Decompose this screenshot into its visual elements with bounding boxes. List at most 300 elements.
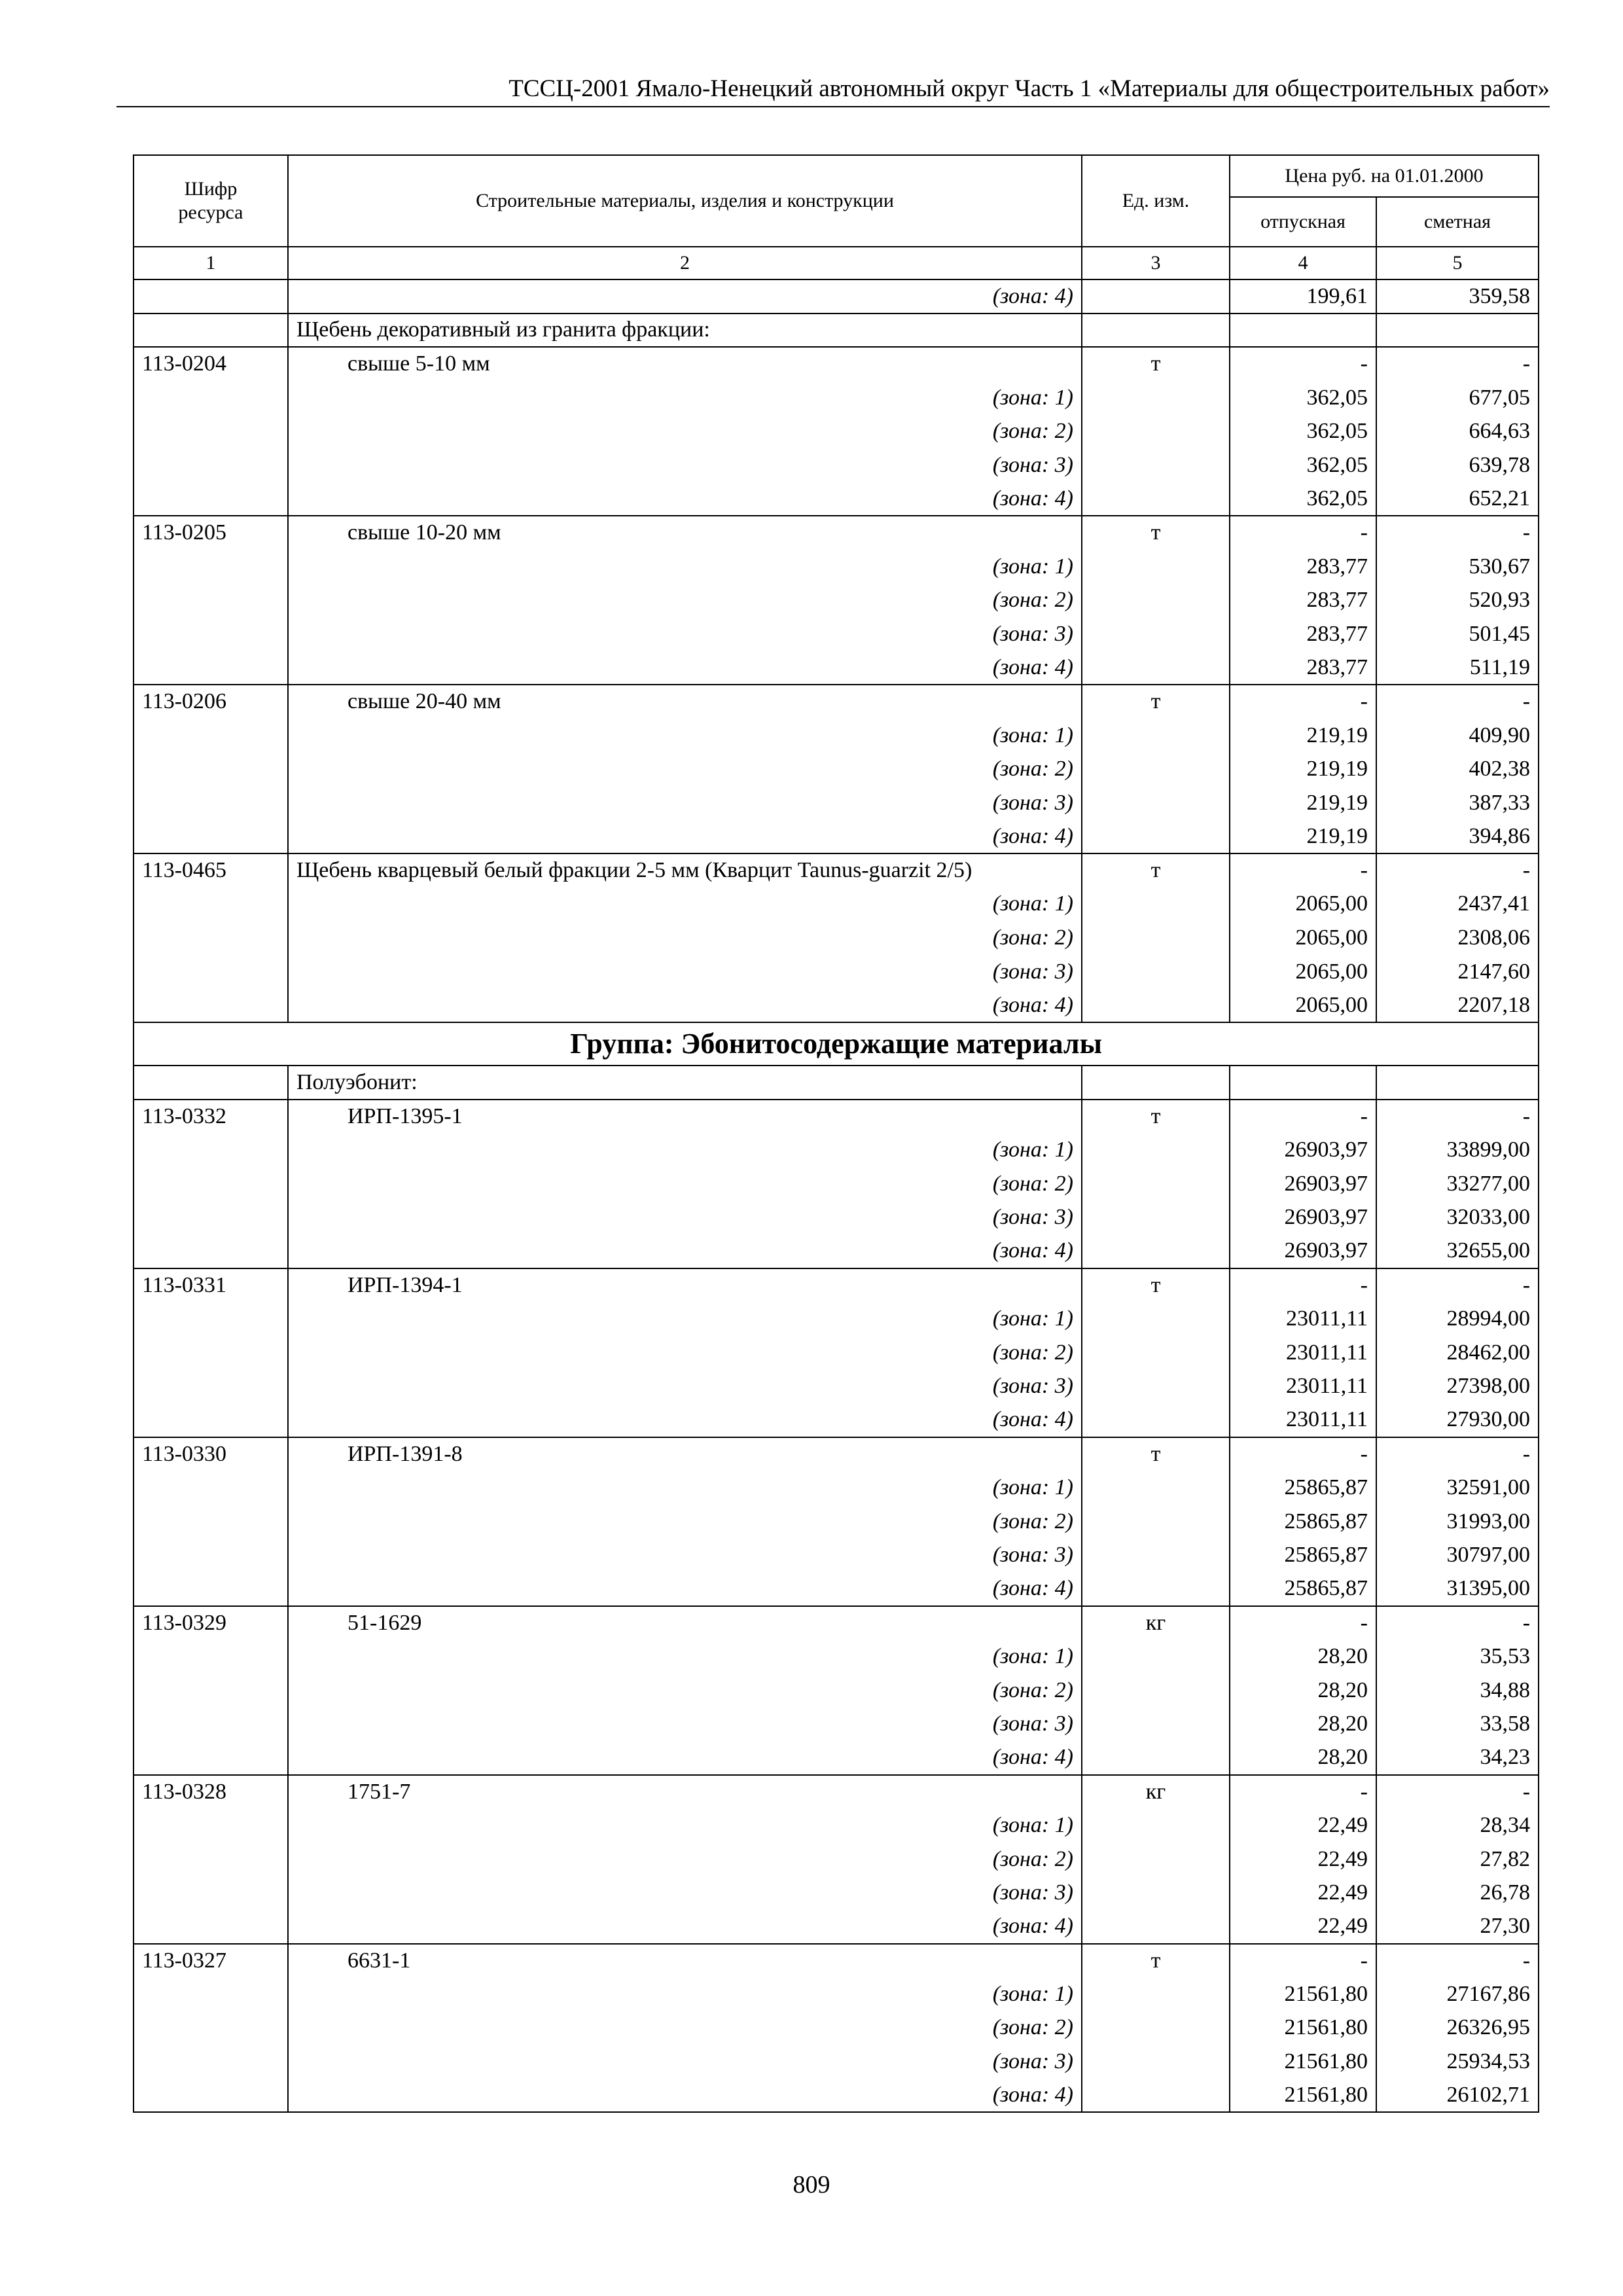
zone-row: [134, 1741, 1539, 1775]
resource-code: [134, 482, 288, 516]
zone-row: [134, 1572, 1539, 1606]
subheading-label: Полуэбонит:: [288, 1066, 1082, 1100]
estimate-price: 34,88: [1376, 1674, 1539, 1708]
zone-label: (зона: 2): [288, 921, 1082, 955]
unit-of-measure: [1082, 279, 1230, 314]
zone-row: [134, 279, 1539, 314]
release-price: 22,49: [1230, 1842, 1376, 1876]
col-number-1: 1: [134, 247, 288, 279]
unit-of-measure: [1082, 820, 1230, 854]
material-name: свыше 5-10 мм: [288, 347, 1082, 381]
running-header: ТССЦ-2001 Ямало-Ненецкий автономный округ Часть 1 «Материалы для общестроительных работ»: [116, 73, 1550, 107]
unit-of-measure: [1082, 1200, 1230, 1234]
zone-label: (зона: 2): [288, 583, 1082, 617]
resource-code: [134, 1302, 288, 1336]
zone-row: [134, 1808, 1539, 1842]
resource-code: [134, 314, 288, 348]
unit-of-measure: т: [1082, 685, 1230, 719]
unit-of-measure: т: [1082, 1944, 1230, 1978]
unit-of-measure: [1082, 1707, 1230, 1741]
release-price: 21561,80: [1230, 1977, 1376, 2011]
zone-label: (зона: 3): [288, 1200, 1082, 1234]
group-row: [134, 1022, 1539, 1066]
unit-of-measure: [1082, 1369, 1230, 1403]
resource-code: 113-0328: [134, 1775, 288, 1809]
estimate-price: 25934,53: [1376, 2045, 1539, 2079]
material-name: ИРП-1394-1: [288, 1268, 1082, 1302]
zone-row: [134, 617, 1539, 651]
zone-label: (зона: 4): [288, 1572, 1082, 1606]
unit-of-measure: [1082, 1538, 1230, 1572]
release-price: 26903,97: [1230, 1133, 1376, 1167]
zone-row: [134, 482, 1539, 516]
item-row: [134, 685, 1539, 719]
unit-of-measure: [1082, 448, 1230, 482]
resource-code: [134, 1572, 288, 1606]
subheading-row: [134, 314, 1539, 348]
estimate-price: 501,45: [1376, 617, 1539, 651]
release-price: 219,19: [1230, 719, 1376, 753]
zone-row: [134, 786, 1539, 820]
zone-row: [134, 2079, 1539, 2113]
unit-of-measure: [1082, 1505, 1230, 1539]
resource-code: [134, 2011, 288, 2045]
subheading-row: [134, 1066, 1539, 1100]
unit-of-measure: [1082, 921, 1230, 955]
item-row: [134, 1437, 1539, 1471]
zone-label: (зона: 1): [288, 888, 1082, 922]
release-price: 2065,00: [1230, 921, 1376, 955]
estimate-price: -: [1376, 853, 1539, 888]
zone-label: (зона: 4): [288, 820, 1082, 854]
release-price: 283,77: [1230, 550, 1376, 584]
estimate-price: 31993,00: [1376, 1505, 1539, 1539]
resource-code: [134, 550, 288, 584]
price-table: [133, 154, 1539, 2113]
release-price: 21561,80: [1230, 2045, 1376, 2079]
material-name: 51-1629: [288, 1606, 1082, 1640]
estimate-price: 402,38: [1376, 752, 1539, 786]
estimate-price: -: [1376, 516, 1539, 550]
estimate-price: 32655,00: [1376, 1234, 1539, 1268]
zone-row: [134, 550, 1539, 584]
zone-row: [134, 988, 1539, 1022]
unit-of-measure: [1082, 1403, 1230, 1437]
resource-code: [134, 651, 288, 685]
zone-label: (зона: 4): [288, 1741, 1082, 1775]
zone-row: [134, 2011, 1539, 2045]
item-row: [134, 516, 1539, 550]
estimate-price: -: [1376, 1775, 1539, 1809]
release-price: 22,49: [1230, 1808, 1376, 1842]
release-price: 28,20: [1230, 1674, 1376, 1708]
resource-code: [134, 1369, 288, 1403]
unit-of-measure: [1082, 1876, 1230, 1910]
resource-code: [134, 1505, 288, 1539]
col-number-4: 4: [1230, 247, 1376, 279]
resource-code: [134, 1977, 288, 2011]
estimate-price: 394,86: [1376, 820, 1539, 854]
zone-label: (зона: 1): [288, 550, 1082, 584]
resource-code: 113-0332: [134, 1100, 288, 1134]
resource-code: [134, 1674, 288, 1708]
release-price: -: [1230, 1268, 1376, 1302]
estimate-price: 2308,06: [1376, 921, 1539, 955]
zone-row: [134, 381, 1539, 415]
release-price: 199,61: [1230, 279, 1376, 314]
zone-label: (зона: 2): [288, 414, 1082, 448]
item-row: [134, 1268, 1539, 1302]
zone-row: [134, 1234, 1539, 1268]
zone-label: (зона: 1): [288, 1471, 1082, 1505]
unit-of-measure: [1082, 2079, 1230, 2113]
resource-code: [134, 1910, 288, 1944]
zone-label: (зона: 4): [288, 988, 1082, 1022]
zone-row: [134, 1336, 1539, 1370]
unit-of-measure: [1082, 1133, 1230, 1167]
resource-code: [134, 2079, 288, 2113]
zone-row: [134, 448, 1539, 482]
estimate-price: 409,90: [1376, 719, 1539, 753]
resource-code: [134, 279, 288, 314]
zone-row: [134, 1674, 1539, 1708]
estimate-price: 26102,71: [1376, 2079, 1539, 2113]
unit-of-measure: [1082, 1977, 1230, 2011]
resource-code: [134, 752, 288, 786]
resource-code: [134, 786, 288, 820]
estimate-price: 664,63: [1376, 414, 1539, 448]
zone-label: (зона: 3): [288, 1538, 1082, 1572]
unit-of-measure: кг: [1082, 1606, 1230, 1640]
zone-row: [134, 955, 1539, 989]
resource-code: [134, 1200, 288, 1234]
unit-of-measure: [1082, 583, 1230, 617]
zone-label: (зона: 2): [288, 1674, 1082, 1708]
page-number: 809: [793, 2171, 830, 2198]
resource-code: [134, 1167, 288, 1201]
zone-label: (зона: 3): [288, 1369, 1082, 1403]
material-name: ИРП-1395-1: [288, 1100, 1082, 1134]
col-header-price-group: Цена руб. на 01.01.2000: [1230, 155, 1539, 197]
release-price: -: [1230, 1944, 1376, 1978]
estimate-price: 639,78: [1376, 448, 1539, 482]
zone-row: [134, 921, 1539, 955]
resource-code: 113-0331: [134, 1268, 288, 1302]
unit-of-measure: [1082, 2011, 1230, 2045]
zone-label: (зона: 1): [288, 1808, 1082, 1842]
unit-of-measure: т: [1082, 1268, 1230, 1302]
estimate-price: [1376, 1066, 1539, 1100]
zone-row: [134, 820, 1539, 854]
zone-row: [134, 1200, 1539, 1234]
release-price: 2065,00: [1230, 988, 1376, 1022]
estimate-price: 34,23: [1376, 1741, 1539, 1775]
release-price: -: [1230, 1100, 1376, 1134]
zone-label: (зона: 4): [288, 2079, 1082, 2113]
release-price: 26903,97: [1230, 1200, 1376, 1234]
zone-row: [134, 1842, 1539, 1876]
zone-row: [134, 1505, 1539, 1539]
release-price: 21561,80: [1230, 2079, 1376, 2113]
col-header-unit: Ед. изм.: [1082, 155, 1230, 247]
zone-label: (зона: 1): [288, 381, 1082, 415]
release-price: 26903,97: [1230, 1234, 1376, 1268]
resource-code: [134, 1741, 288, 1775]
zone-label: (зона: 2): [288, 752, 1082, 786]
resource-code: [134, 617, 288, 651]
zone-label: (зона: 2): [288, 1842, 1082, 1876]
unit-of-measure: [1082, 752, 1230, 786]
zone-label: (зона: 2): [288, 1336, 1082, 1370]
estimate-price: 28,34: [1376, 1808, 1539, 1842]
estimate-price: 33899,00: [1376, 1133, 1539, 1167]
zone-label: (зона: 1): [288, 1133, 1082, 1167]
table-body: [134, 279, 1539, 2112]
resource-code: [134, 1336, 288, 1370]
resource-code: [134, 381, 288, 415]
release-price: 2065,00: [1230, 955, 1376, 989]
estimate-price: 677,05: [1376, 381, 1539, 415]
unit-of-measure: [1082, 1572, 1230, 1606]
estimate-price: -: [1376, 1944, 1539, 1978]
resource-code: [134, 1066, 288, 1100]
resource-code: [134, 1876, 288, 1910]
release-price: 219,19: [1230, 820, 1376, 854]
zone-row: [134, 1640, 1539, 1674]
zone-label: (зона: 2): [288, 2011, 1082, 2045]
zone-label: (зона: 4): [288, 1403, 1082, 1437]
resource-code: [134, 1403, 288, 1437]
unit-of-measure: [1082, 988, 1230, 1022]
release-price: 25865,87: [1230, 1471, 1376, 1505]
release-price: 219,19: [1230, 752, 1376, 786]
release-price: -: [1230, 853, 1376, 888]
zone-label: (зона: 2): [288, 1167, 1082, 1201]
estimate-price: 26,78: [1376, 1876, 1539, 1910]
release-price: 28,20: [1230, 1640, 1376, 1674]
unit-of-measure: [1082, 1910, 1230, 1944]
zone-row: [134, 1538, 1539, 1572]
release-price: 28,20: [1230, 1707, 1376, 1741]
material-name: свыше 20-40 мм: [288, 685, 1082, 719]
col-header-name: Строительные материалы, изделия и конструкции: [288, 155, 1082, 247]
release-price: 23011,11: [1230, 1369, 1376, 1403]
estimate-price: 33,58: [1376, 1707, 1539, 1741]
resource-code: [134, 921, 288, 955]
release-price: [1230, 314, 1376, 348]
resource-code: [134, 448, 288, 482]
estimate-price: 33277,00: [1376, 1167, 1539, 1201]
zone-label: (зона: 4): [288, 1234, 1082, 1268]
resource-code: 113-0327: [134, 1944, 288, 1978]
resource-code: [134, 1133, 288, 1167]
unit-of-measure: [1082, 1674, 1230, 1708]
zone-label: (зона: 1): [288, 1977, 1082, 2011]
zone-row: [134, 1369, 1539, 1403]
item-row: [134, 1944, 1539, 1978]
zone-row: [134, 1302, 1539, 1336]
group-title: Группа: Эбонитосодержащие материалы: [134, 1022, 1539, 1066]
resource-code: 113-0330: [134, 1437, 288, 1471]
zone-label: (зона: 3): [288, 617, 1082, 651]
material-name: 1751-7: [288, 1775, 1082, 1809]
release-price: 28,20: [1230, 1741, 1376, 1775]
resource-code: 113-0465: [134, 853, 288, 888]
estimate-price: 32033,00: [1376, 1200, 1539, 1234]
resource-code: [134, 583, 288, 617]
resource-code: [134, 1808, 288, 1842]
unit-of-measure: [1082, 955, 1230, 989]
resource-code: [134, 1842, 288, 1876]
material-name: свыше 10-20 мм: [288, 516, 1082, 550]
resource-code: [134, 719, 288, 753]
release-price: 362,05: [1230, 414, 1376, 448]
zone-row: [134, 583, 1539, 617]
zone-label: (зона: 3): [288, 1707, 1082, 1741]
zone-label: (зона: 3): [288, 786, 1082, 820]
release-price: 219,19: [1230, 786, 1376, 820]
release-price: 283,77: [1230, 617, 1376, 651]
release-price: 2065,00: [1230, 888, 1376, 922]
item-row: [134, 1775, 1539, 1809]
resource-code: 113-0206: [134, 685, 288, 719]
unit-of-measure: т: [1082, 1437, 1230, 1471]
zone-label: (зона: 1): [288, 1302, 1082, 1336]
estimate-price: 359,58: [1376, 279, 1539, 314]
item-row: [134, 347, 1539, 381]
estimate-price: 2147,60: [1376, 955, 1539, 989]
estimate-price: -: [1376, 685, 1539, 719]
release-price: 21561,80: [1230, 2011, 1376, 2045]
unit-of-measure: [1082, 1336, 1230, 1370]
unit-of-measure: [1082, 617, 1230, 651]
unit-of-measure: [1082, 786, 1230, 820]
zone-label: (зона: 1): [288, 719, 1082, 753]
unit-of-measure: [1082, 719, 1230, 753]
estimate-price: 35,53: [1376, 1640, 1539, 1674]
unit-of-measure: [1082, 381, 1230, 415]
unit-of-measure: т: [1082, 853, 1230, 888]
release-price: 22,49: [1230, 1910, 1376, 1944]
estimate-price: 652,21: [1376, 482, 1539, 516]
estimate-price: 27398,00: [1376, 1369, 1539, 1403]
estimate-price: 27,30: [1376, 1910, 1539, 1944]
unit-of-measure: [1082, 314, 1230, 348]
material-name: Щебень кварцевый белый фракции 2-5 мм (Кварцит Taunus-guarzit 2/5): [288, 853, 1082, 888]
estimate-price: 26326,95: [1376, 2011, 1539, 2045]
unit-of-measure: [1082, 1842, 1230, 1876]
col-number-3: 3: [1082, 247, 1230, 279]
zone-row: [134, 1977, 1539, 2011]
unit-of-measure: т: [1082, 1100, 1230, 1134]
unit-of-measure: [1082, 1808, 1230, 1842]
release-price: 283,77: [1230, 583, 1376, 617]
estimate-price: 387,33: [1376, 786, 1539, 820]
release-price: 22,49: [1230, 1876, 1376, 1910]
resource-code: 113-0329: [134, 1606, 288, 1640]
estimate-price: 511,19: [1376, 651, 1539, 685]
estimate-price: 28994,00: [1376, 1302, 1539, 1336]
unit-of-measure: кг: [1082, 1775, 1230, 1809]
zone-label: (зона: 4): [288, 1910, 1082, 1944]
item-row: [134, 853, 1539, 888]
zone-row: [134, 2045, 1539, 2079]
unit-of-measure: [1082, 414, 1230, 448]
resource-code: 113-0204: [134, 347, 288, 381]
zone-row: [134, 1707, 1539, 1741]
release-price: 25865,87: [1230, 1572, 1376, 1606]
zone-row: [134, 1403, 1539, 1437]
item-row: [134, 1606, 1539, 1640]
zone-label: (зона: 3): [288, 448, 1082, 482]
estimate-price: -: [1376, 1100, 1539, 1134]
resource-code: [134, 2045, 288, 2079]
zone-row: [134, 1133, 1539, 1167]
col-header-code: Шифр ресурса: [134, 155, 288, 247]
zone-row: [134, 1167, 1539, 1201]
estimate-price: -: [1376, 1268, 1539, 1302]
resource-code: [134, 1640, 288, 1674]
zone-row: [134, 1910, 1539, 1944]
zone-row: [134, 752, 1539, 786]
release-price: 362,05: [1230, 381, 1376, 415]
zone-label: (зона: 4): [288, 482, 1082, 516]
unit-of-measure: [1082, 1640, 1230, 1674]
unit-of-measure: [1082, 550, 1230, 584]
zone-row: [134, 1876, 1539, 1910]
release-price: 23011,11: [1230, 1302, 1376, 1336]
resource-code: [134, 414, 288, 448]
zone-label: (зона: 4): [288, 279, 1082, 314]
release-price: -: [1230, 1775, 1376, 1809]
unit-of-measure: [1082, 482, 1230, 516]
release-price: 25865,87: [1230, 1538, 1376, 1572]
zone-row: [134, 414, 1539, 448]
release-price: 283,77: [1230, 651, 1376, 685]
release-price: 362,05: [1230, 448, 1376, 482]
resource-code: [134, 888, 288, 922]
zone-row: [134, 651, 1539, 685]
resource-code: [134, 1234, 288, 1268]
zone-row: [134, 1471, 1539, 1505]
release-price: 362,05: [1230, 482, 1376, 516]
subheading-label: Щебень декоративный из гранита фракции:: [288, 314, 1082, 348]
resource-code: [134, 1707, 288, 1741]
table-header: [134, 155, 1539, 279]
material-name: 6631-1: [288, 1944, 1082, 1978]
unit-of-measure: [1082, 1302, 1230, 1336]
col-number-2: 2: [288, 247, 1082, 279]
unit-of-measure: [1082, 1234, 1230, 1268]
unit-of-measure: т: [1082, 516, 1230, 550]
estimate-price: 2207,18: [1376, 988, 1539, 1022]
resource-code: [134, 955, 288, 989]
estimate-price: 2437,41: [1376, 888, 1539, 922]
item-row: [134, 1100, 1539, 1134]
estimate-price: 520,93: [1376, 583, 1539, 617]
release-price: 26903,97: [1230, 1167, 1376, 1201]
estimate-price: -: [1376, 347, 1539, 381]
release-price: -: [1230, 1606, 1376, 1640]
col-header-release-price: отпускная: [1230, 197, 1376, 247]
col-number-5: 5: [1376, 247, 1539, 279]
zone-label: (зона: 1): [288, 1640, 1082, 1674]
zone-label: (зона: 3): [288, 955, 1082, 989]
unit-of-measure: [1082, 1167, 1230, 1201]
unit-of-measure: [1082, 1471, 1230, 1505]
release-price: 25865,87: [1230, 1505, 1376, 1539]
resource-code: [134, 820, 288, 854]
